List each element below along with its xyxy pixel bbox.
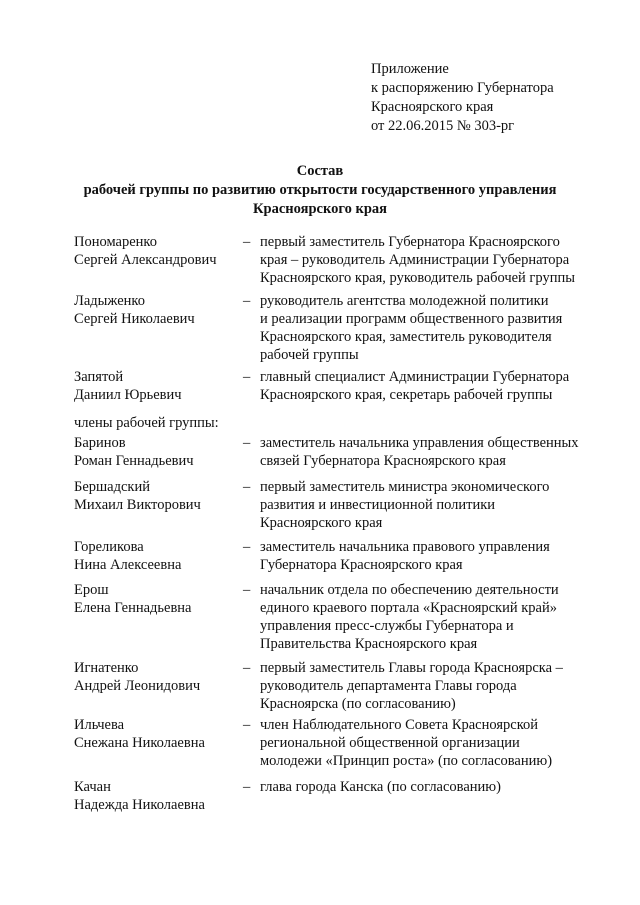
role-line: Красноярска (по согласованию) bbox=[260, 696, 456, 712]
member-name bbox=[74, 538, 244, 574]
role-line: руководитель департамента Главы города bbox=[260, 678, 517, 694]
role-line: заместитель начальника управления общественных bbox=[260, 435, 579, 451]
member-given-name: Нина Алексеевна bbox=[74, 557, 182, 573]
member-name bbox=[74, 778, 244, 814]
member-given-name: Михаил Викторович bbox=[74, 497, 201, 513]
document-title bbox=[0, 162, 640, 219]
members-label: члены рабочей группы: bbox=[74, 415, 219, 431]
dash-separator: – bbox=[243, 234, 251, 250]
member-role bbox=[260, 292, 605, 364]
member-name bbox=[74, 368, 244, 404]
role-line: начальник отдела по обеспечению деятельности bbox=[260, 582, 559, 598]
role-line: связей Губернатора Красноярского края bbox=[260, 453, 506, 469]
member-surname: Запятой bbox=[74, 369, 124, 385]
member-name bbox=[74, 478, 244, 514]
appendix-line: Красноярского края bbox=[371, 99, 494, 115]
appendix-line: к распоряжению Губернатора bbox=[371, 80, 554, 96]
member-name bbox=[74, 292, 244, 328]
role-line: Губернатора Красноярского края bbox=[260, 557, 463, 573]
role-line: Красноярского края, руководитель рабочей группы bbox=[260, 270, 575, 286]
role-line: управления пресс-службы Губернатора и bbox=[260, 618, 514, 634]
title-line: рабочей группы по развитию открытости государственного управления bbox=[83, 182, 557, 198]
title-line: Красноярского края bbox=[253, 201, 387, 217]
member-given-name: Сергей Николаевич bbox=[74, 311, 195, 327]
role-line: Красноярского края bbox=[260, 515, 383, 531]
dash-separator: – bbox=[243, 779, 251, 795]
dash-separator: – bbox=[243, 293, 251, 309]
member-surname: Игнатенко bbox=[74, 660, 139, 676]
member-role bbox=[260, 368, 605, 404]
role-line: Правительства Красноярского края bbox=[260, 636, 478, 652]
member-surname: Гореликова bbox=[74, 539, 144, 555]
member-given-name: Надежда Николаевна bbox=[74, 797, 205, 813]
role-line: Красноярского края, секретарь рабочей группы bbox=[260, 387, 553, 403]
member-name bbox=[74, 716, 244, 752]
dash-separator: – bbox=[243, 479, 251, 495]
dash-separator: – bbox=[243, 660, 251, 676]
member-given-name: Даниил Юрьевич bbox=[74, 387, 182, 403]
member-surname: Бершадский bbox=[74, 479, 150, 495]
member-name bbox=[74, 659, 244, 695]
role-line: главный специалист Администрации Губернатора bbox=[260, 369, 570, 385]
role-line: член Наблюдательного Совета Красноярской bbox=[260, 717, 539, 733]
member-given-name: Сергей Александрович bbox=[74, 252, 217, 268]
member-given-name: Елена Геннадьевна bbox=[74, 600, 192, 616]
role-line: глава города Канска (по согласованию) bbox=[260, 779, 501, 795]
role-line: рабочей группы bbox=[260, 347, 359, 363]
member-surname: Качан bbox=[74, 779, 111, 795]
dash-separator: – bbox=[243, 539, 251, 555]
role-line: молодежи «Принцип роста» (по согласованию) bbox=[260, 753, 553, 769]
member-role bbox=[260, 538, 605, 574]
role-line: заместитель начальника правового управления bbox=[260, 539, 550, 555]
role-line: и реализации программ общественного развития bbox=[260, 311, 563, 327]
member-role bbox=[260, 478, 605, 532]
dash-separator: – bbox=[243, 717, 251, 733]
member-given-name: Андрей Леонидович bbox=[74, 678, 201, 694]
member-role bbox=[260, 434, 605, 470]
role-line: первый заместитель министра экономического bbox=[260, 479, 550, 495]
member-role bbox=[260, 659, 605, 713]
dash-separator: – bbox=[243, 435, 251, 451]
role-line: края – руководитель Администрации Губернатора bbox=[260, 252, 570, 268]
role-line: руководитель агентства молодежной политики bbox=[260, 293, 549, 309]
member-surname: Пономаренко bbox=[74, 234, 157, 250]
role-line: первый заместитель Губернатора Красноярского bbox=[260, 234, 560, 250]
dash-separator: – bbox=[243, 582, 251, 598]
role-line: единого краевого портала «Красноярский край» bbox=[260, 600, 557, 616]
appendix-header bbox=[371, 60, 554, 136]
appendix-line: от 22.06.2015 № 303-рг bbox=[371, 118, 515, 134]
role-line: первый заместитель Главы города Красноярска – bbox=[260, 660, 563, 676]
title-line: Состав bbox=[296, 163, 344, 179]
member-name bbox=[74, 581, 244, 617]
member-surname: Ильчева bbox=[74, 717, 125, 733]
role-line: региональной общественной организации bbox=[260, 735, 520, 751]
member-surname: Баринов bbox=[74, 435, 126, 451]
role-line: развития и инвестиционной политики bbox=[260, 497, 496, 513]
member-given-name: Роман Геннадьевич bbox=[74, 453, 194, 469]
member-name bbox=[74, 233, 244, 269]
role-line: Красноярского края, заместитель руководителя bbox=[260, 329, 552, 345]
dash-separator: – bbox=[243, 369, 251, 385]
member-surname: Ерош bbox=[74, 582, 109, 598]
member-role bbox=[260, 233, 605, 287]
member-role bbox=[260, 778, 605, 796]
member-surname: Ладыженко bbox=[74, 293, 145, 309]
member-role bbox=[260, 716, 605, 770]
member-name bbox=[74, 434, 244, 470]
member-role bbox=[260, 581, 605, 653]
member-given-name: Снежана Николаевна bbox=[74, 735, 205, 751]
appendix-line: Приложение bbox=[371, 61, 449, 77]
